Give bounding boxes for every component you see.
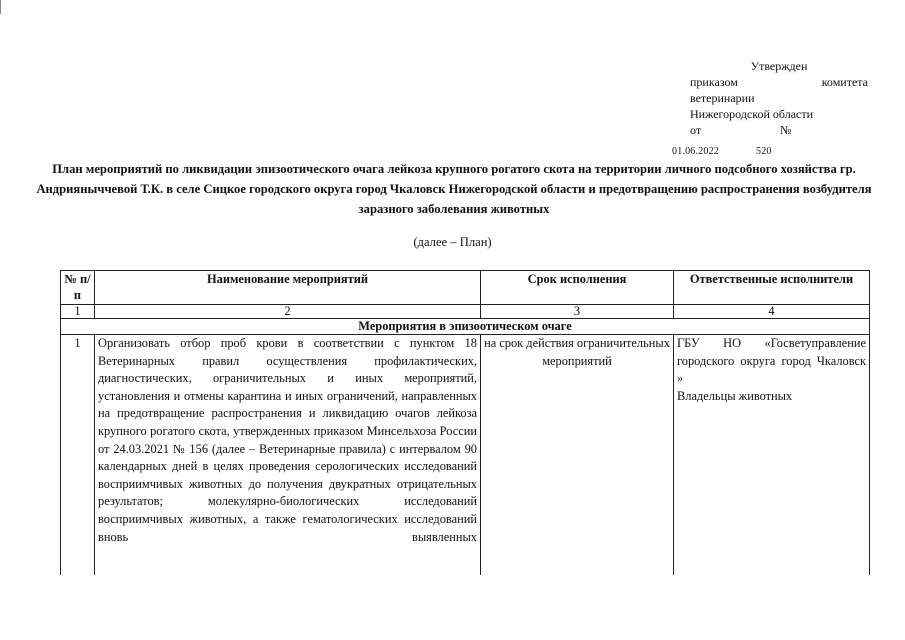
col-number: 4 [674, 305, 870, 319]
col-number: 3 [481, 305, 674, 319]
plan-table [60, 270, 870, 575]
scan-artifact [0, 0, 4, 14]
col-number: 1 [61, 305, 95, 319]
executor-primary: ГБУ НО «Госветуправление городского округа город Чкаловск » [677, 336, 866, 386]
executor-secondary: Владельцы животных [677, 388, 793, 403]
approval-order-label: приказом [690, 75, 738, 89]
approval-number-label: № [780, 123, 792, 137]
row-deadline: на срок действия ограничительных мероприятий [481, 335, 674, 576]
header-num: № п/п [61, 271, 95, 305]
section-row [61, 319, 870, 335]
document-title: План мероприятий по ликвидации эпизоотического очага лейкоза крупного рогатого скота на территории личного подсобного хозяйства гр. Андрияныччевой Т.К. в селе Сицкое городского округа город Чкаловск Нижегородской области и предотвращению распространения возбудителя заразного заболевания животных [36, 162, 872, 216]
approval-date: 01.06.2022 [672, 146, 719, 157]
section-title: Мероприятия в эпизоотическом очаге [61, 319, 870, 335]
row-number: 1 [61, 335, 95, 576]
header-executors: Ответственные исполнители [674, 271, 870, 305]
table-header-row [61, 271, 870, 305]
approval-from-label: от [690, 123, 702, 137]
approval-region-label: Нижегородской области [690, 107, 814, 121]
row-measure: Организовать отбор проб крови в соответствии с пунктом 18 Ветеринарных правил осуществления профилактических, диагностических, ограничительных и иных мероприятий, установления и отмены карантина и иных ограничений, направленных на предотвращение распространения и ликвидацию очагов лейкоза крупного рогатого скота, утвержденных приказом Минсельхоза России от 24.03.2021 № 156 (далее – Ветеринарные правила) с интервалом 90 календарных дней в целях проведения серологических исследований восприимчивых животных до получения двукратных отрицательных результатов; молекулярно-биологических исследований восприимчивых животных, а также гематологических исследований вновь выявленных [95, 335, 481, 576]
approval-vet-label: ветеринарии [690, 91, 755, 105]
approved-label: Утвержден [750, 59, 808, 73]
table-row [61, 335, 870, 576]
col-number: 2 [95, 305, 481, 319]
approval-block [672, 58, 868, 158]
approval-number: 520 [756, 146, 772, 157]
row-executors [674, 335, 870, 576]
column-number-row [61, 305, 870, 319]
header-deadline: Срок исполнения [481, 271, 674, 305]
approval-committee-label: комитета [821, 75, 868, 89]
header-measure: Наименование мероприятий [95, 271, 481, 305]
document-subtitle: (далее – План) [413, 235, 492, 249]
